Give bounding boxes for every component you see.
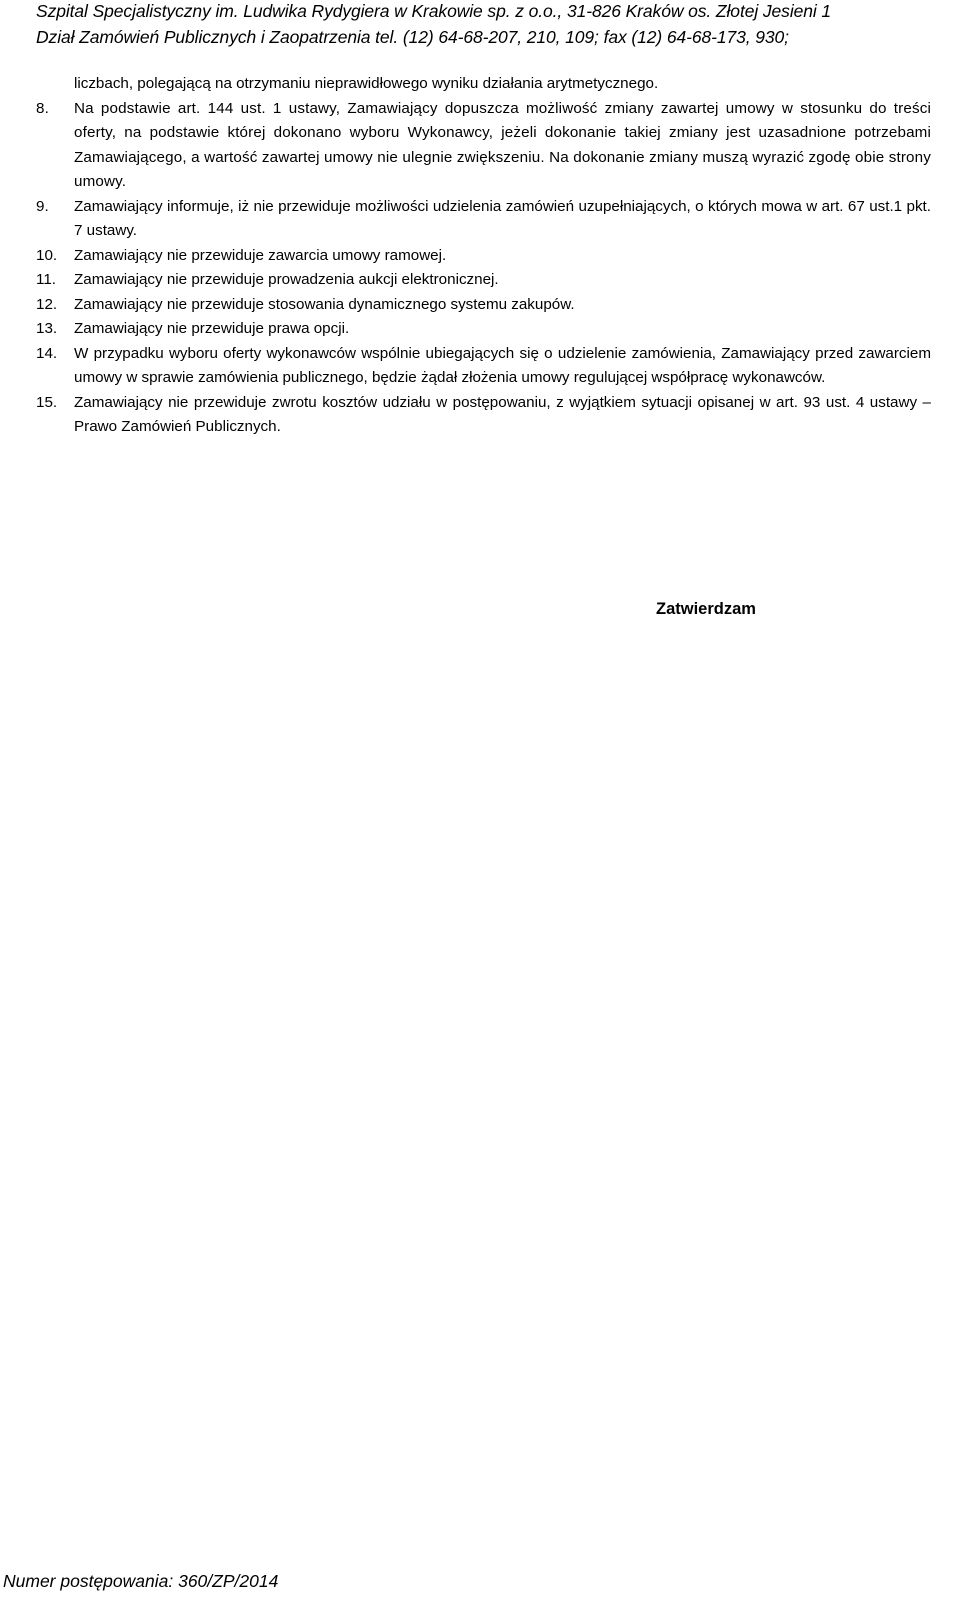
item-text: Zamawiający nie przewiduje prowadzenia aukcji elektronicznej.	[74, 271, 499, 288]
item-text: Zamawiający nie przewiduje prawa opcji.	[74, 320, 350, 337]
list-item-15	[36, 391, 931, 440]
item-text: Zamawiający informuje, iż nie przewiduje możliwości udzielenia zamówień uzupełniających, o których mowa w art. 67 ust.1 pkt. 7 ustawy.	[74, 197, 931, 239]
approval-label: Zatwierdzam	[656, 600, 756, 618]
list-item-12	[36, 293, 931, 318]
item-text: Zamawiający nie przewiduje stosowania dynamicznego systemu zakupów.	[74, 295, 575, 313]
list-item-10	[36, 244, 931, 269]
list-item-8	[36, 97, 931, 195]
list-item-9	[36, 195, 931, 244]
footer-case-number: Numer postępowania: 360/ZP/2014	[3, 1571, 279, 1591]
item-number: 14.	[36, 344, 58, 362]
item-number: 15.	[36, 393, 58, 411]
page-header	[36, 0, 936, 50]
item-text: Na podstawie art. 144 ust. 1 ustawy, Zamawiający dopuszcza możliwość zmiany zawartej umowy w stosunku do treści oferty, na podstawie której dokonano wyboru Wykonawcy, jeżeli dokonanie takiej zmiany jest uzasadnione potrzebami Zamawiającego, a wartość zawartej umowy nie ulegnie zwiększeniu. Na dokonanie zmiany muszą wyrazić zgodę obie strony umowy.	[74, 99, 931, 190]
header-department-contact: Dział Zamówień Publicznych i Zaopatrzenia tel. (12) 64-68-207, 210, 109; fax (12) 64-68-173, 930;	[36, 27, 789, 47]
item-number: 12.	[36, 295, 58, 313]
item-number: 8.	[36, 99, 49, 117]
item-number: 13.	[36, 320, 58, 337]
item-number: 9.	[36, 197, 49, 215]
document-body	[36, 72, 931, 440]
item-text: W przypadku wyboru oferty wykonawców wspólnie ubiegających się o udzielenie zamówienia, Zamawiający przed zawarciem umowy w sprawie zamówienia publicznego, będzie żądał złożenia umowy regulującej współpracę wykonawców.	[74, 344, 931, 386]
item-text: Zamawiający nie przewiduje zwrotu kosztów udziału w postępowaniu, z wyjątkiem sytuacji opisanej w art. 93 ust. 4 ustawy – Prawo Zamówień Publicznych.	[74, 393, 931, 435]
list-item-11	[36, 268, 931, 293]
item-number: 11.	[36, 271, 56, 288]
item-text: Zamawiający nie przewiduje zawarcia umowy ramowej.	[74, 246, 447, 264]
list-item-13	[36, 317, 931, 342]
list-item-14	[36, 342, 931, 391]
continuation-text: liczbach, polegającą na otrzymaniu nieprawidłowego wyniku działania arytmetycznego.	[74, 75, 659, 92]
item-number: 10.	[36, 246, 58, 264]
header-hospital-address: Szpital Specjalistyczny im. Ludwika Rydygiera w Krakowie sp. z o.o., 31-826 Kraków os. Złotej Jesieni 1	[36, 1, 832, 21]
